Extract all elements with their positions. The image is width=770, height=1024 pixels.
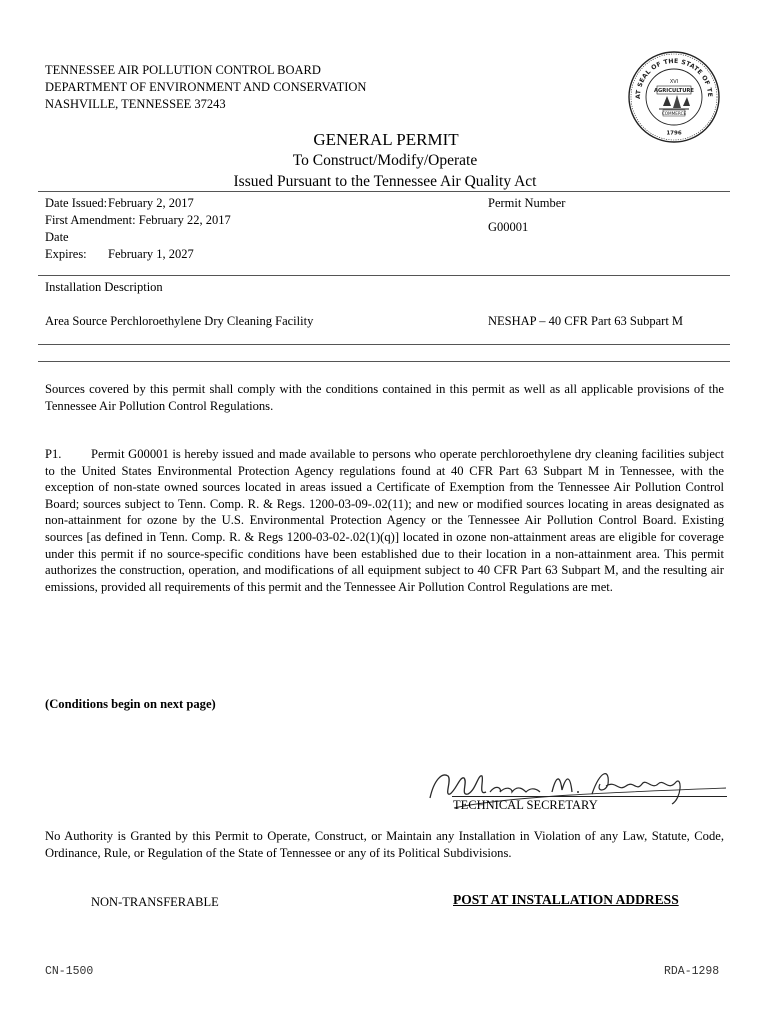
permit-subtitle: To Construct/Modify/Operate bbox=[292, 152, 478, 169]
svg-text:COMMERCE: COMMERCE bbox=[661, 110, 687, 116]
divider bbox=[38, 275, 730, 276]
condition-p1-label: P1. bbox=[45, 447, 62, 461]
conditions-note: (Conditions begin on next page) bbox=[45, 697, 216, 711]
date-expires-value: February 1, 2027 bbox=[108, 247, 194, 261]
date-expires-label: Date Expires: bbox=[45, 230, 87, 261]
installation-description: Area Source Perchloroethylene Dry Cleaning Facility bbox=[45, 314, 314, 328]
date-issued-value: February 2, 2017 bbox=[108, 196, 194, 210]
date-issued-label: Date Issued: bbox=[45, 196, 108, 210]
non-transferable-notice: NON-TRANSFERABLE bbox=[91, 895, 219, 909]
divider bbox=[38, 344, 730, 345]
post-notice: POST AT INSTALLATION ADDRESS bbox=[453, 892, 679, 907]
date-expires bbox=[45, 229, 425, 263]
divider bbox=[38, 361, 730, 362]
header-address: NASHVILLE, TENNESSEE 37243 bbox=[45, 97, 226, 111]
permit-number: G00001 bbox=[488, 220, 529, 234]
installation-regulation: NESHAP – 40 CFR Part 63 Subpart M bbox=[488, 314, 684, 328]
signatory-title: TECHNICAL SECRETARY bbox=[453, 798, 598, 812]
svg-text:1796: 1796 bbox=[666, 130, 682, 137]
header-board: TENNESSEE AIR POLLUTION CONTROL BOARD bbox=[45, 63, 321, 77]
svg-text:AGRICULTURE: AGRICULTURE bbox=[654, 88, 694, 95]
form-number-left: CN-1500 bbox=[45, 965, 94, 978]
installation-label: Installation Description bbox=[45, 280, 163, 294]
first-amendment: First Amendment: February 22, 2017 bbox=[45, 213, 231, 227]
permit-title: GENERAL PERMIT bbox=[313, 130, 459, 149]
date-issued bbox=[45, 195, 425, 212]
permit-number-block bbox=[488, 195, 688, 236]
condition-p1 bbox=[45, 446, 724, 595]
svg-text:XVI: XVI bbox=[669, 79, 679, 85]
form-number-right: RDA-1298 bbox=[664, 965, 720, 978]
agency-header bbox=[45, 62, 465, 113]
permit-dates bbox=[45, 195, 425, 263]
permit-title-block bbox=[0, 130, 770, 192]
sources-paragraph: Sources covered by this permit shall comply with the conditions contained in this permit as well as all applicable provisions of the Tennessee Air Pollution Control Regulations. bbox=[45, 382, 724, 413]
permit-number-label: Permit Number bbox=[488, 196, 566, 210]
divider bbox=[38, 191, 730, 192]
condition-p1-text: Permit G00001 is hereby issued and made available to persons who operate perchloroethylene dry cleaning facilities subject to the United States Environmental Protection Agency regulations found at 40 CFR Part 63 Subpart M in Tennessee, with the exception of non-state owned sources located in areas issued a Certificate of Exemption from the Tennessee Air Pollution Control Board; sources subject to Tenn. Comp. R. & Regs. 1200-03-09-.02(11); and new or modified sources locating in areas designated as non-attainment for ozone by the U.S. Environmental Protection Agency or the Tennessee Air Pollution Control Board. Existing sources [as defined in Tenn. Comp. R. & Regs 1200-03-02-.02(1)(q)] located in ozone non-attainment areas are eligible for coverage under this permit if no source-specific conditions have been established due to their location in a non-attainment area. This permit authorizes the construction, operation, and modifications of all equipment subject to 40 CFR Part 63 Subpart M, and the resulting air emissions, provided all requirements of this permit and the Tennessee Air Pollution Control Regulations are met. bbox=[45, 447, 724, 594]
permit-authority: Issued Pursuant to the Tennessee Air Quality Act bbox=[233, 173, 537, 190]
authority-notice: No Authority is Granted by this Permit to Operate, Construct, or Maintain any Installation in Violation of any Law, Statute, Code, Ordinance, Rule, or Regulation of the State of Tennessee or any of its Political Subdivisions. bbox=[45, 829, 724, 860]
svg-text:THE GREAT SEAL OF THE STATE OF: AT SEAL OF THE STATE OF TE bbox=[634, 57, 714, 100]
header-department: DEPARTMENT OF ENVIRONMENT AND CONSERVATION bbox=[45, 80, 367, 94]
